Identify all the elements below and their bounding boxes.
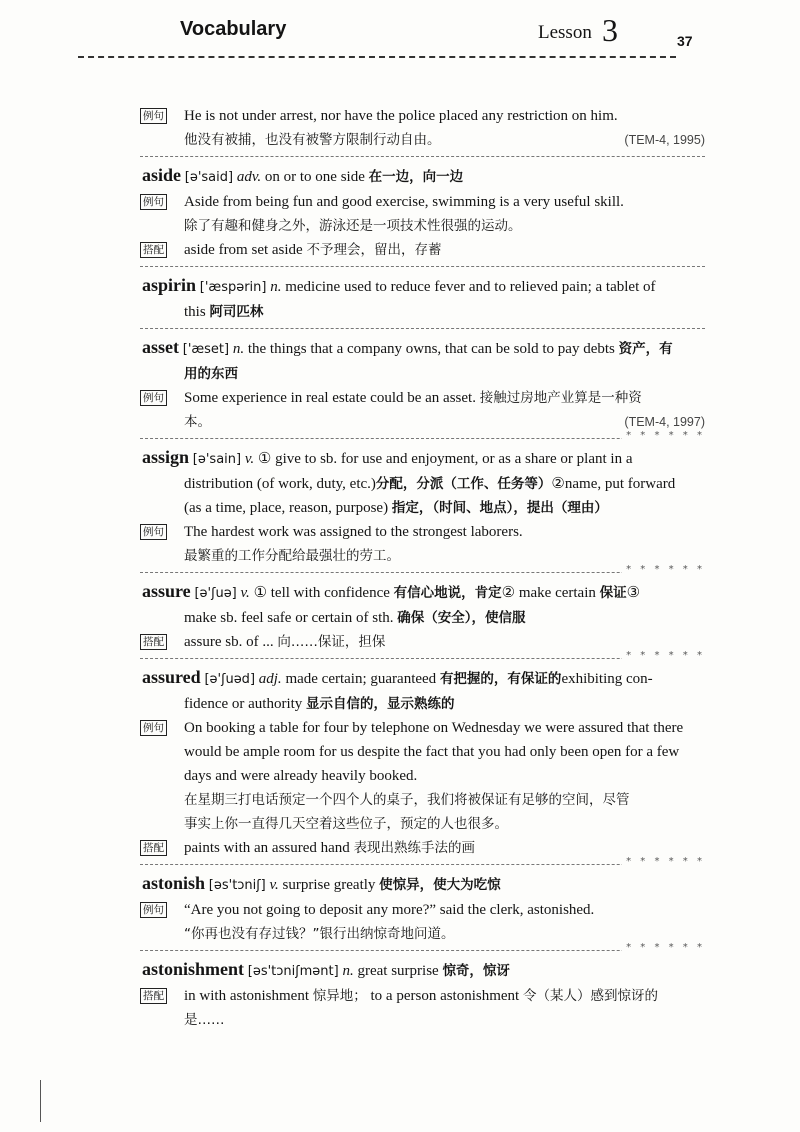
phonetic: [ə'said] [184, 170, 234, 185]
example-row [140, 520, 705, 568]
collocation-tag: 搭配 [140, 988, 167, 1004]
definition-2-cn: 保证 [599, 585, 627, 601]
definition-en: medicine used to reduce fever and to relieved pain; a tablet of [285, 279, 656, 295]
entry-assured [140, 665, 705, 860]
headword: assure [142, 581, 191, 601]
definition-1: ① give to sb. for use and enjoyment, or as a share or plant in a [257, 451, 633, 467]
header-dashed-rule [78, 56, 676, 58]
phonetic: ['æset] [182, 342, 230, 357]
collocation-tag: 搭配 [140, 634, 167, 650]
page-number: 37 [677, 33, 693, 49]
definition-en: surprise greatly [282, 877, 376, 893]
entry-divider [140, 430, 705, 441]
entry-divider [140, 650, 705, 661]
page-header [0, 0, 800, 80]
collocation-cn: 不予理会，留出，存蓄 [306, 242, 442, 258]
definition-3-cn: 指定，（时间、地点），提出（理由） [391, 500, 608, 516]
definition-2-en: fidence or authority [184, 696, 303, 712]
collocation-row [140, 238, 705, 262]
vocabulary-list [140, 104, 705, 1032]
lesson-label: Lesson [538, 22, 592, 43]
collocation-1-en: in with astonishment [184, 988, 309, 1004]
phonetic: ['æspərin] [199, 280, 267, 295]
example-tag: 例句 [140, 194, 167, 210]
collocation-2-en: to a person astonishment [370, 988, 520, 1004]
entry-divider [140, 942, 705, 953]
definition-2-cn: 显示自信的，显示熟练的 [306, 696, 455, 712]
phonetic: [əs'tɔniʃmənt] [247, 964, 339, 979]
headword: asset [142, 337, 179, 357]
phonetic: [ə'sain] [192, 452, 242, 467]
definition-1-en-b: exhibiting con- [561, 671, 653, 687]
part-of-speech: n. [342, 963, 354, 979]
collocation-1-cn: 惊异地； [312, 988, 367, 1004]
example-row [140, 898, 705, 946]
collocation-en: aside from set aside [184, 242, 303, 258]
headword: aside [142, 165, 182, 185]
example-cn: 接触过房地产业算是一种资 [479, 390, 642, 406]
example-en-line-3: days and were already heavily booked. [184, 768, 418, 784]
example-row [140, 190, 705, 238]
entry-asset [140, 335, 705, 434]
part-of-speech: n. [270, 279, 282, 295]
definition-4-cn: 确保（安全），使信服 [397, 610, 526, 626]
part-of-speech: n. [232, 341, 245, 357]
headword: assured [142, 667, 201, 687]
source-citation: (TEM-4, 1995) [624, 133, 705, 147]
collocation-en: assure sb. of ... [184, 634, 274, 650]
entry-assign [140, 445, 705, 568]
page-margin-mark [40, 1080, 41, 1122]
part-of-speech: adv. [236, 169, 262, 185]
definition-en: great surprise [357, 963, 439, 979]
collocation-row [140, 836, 705, 860]
example-cn: 除了有趣和健身之外，游泳还是一项技术性很强的运动。 [184, 218, 522, 234]
definition-4-en: make sb. feel safe or certain of sth. [184, 610, 394, 626]
definition-cn: 资产，有 [618, 341, 673, 357]
headword: assign [142, 447, 190, 467]
definition-en: the things that a company owns, that can be sold to pay debts [247, 341, 615, 357]
collocation-tag: 搭配 [140, 840, 167, 856]
entry-assure [140, 579, 705, 654]
entry-divider [140, 266, 705, 267]
collocation-cn: 向……保证，担保 [277, 634, 386, 650]
phonetic: [ə'ʃuəd] [204, 672, 256, 687]
divider-ornament: * * * * * * [622, 856, 705, 867]
part-of-speech: v. [240, 585, 250, 601]
entry-divider [140, 856, 705, 867]
entry-aspirin [140, 273, 705, 324]
example-cn: 他没有被捕，也没有被警方限制行动自由。 [184, 132, 441, 148]
example-tag: 例句 [140, 390, 167, 406]
collocation-2-cn: 令（某人）感到惊讶的 [522, 988, 658, 1004]
example-cn: “你再也没有存过钱？”银行出纳惊奇地问道。 [184, 926, 455, 942]
definition-1-en: made certain; guaranteed [285, 671, 437, 687]
phonetic: [əs'tɔniʃ] [208, 878, 266, 893]
example-row [140, 716, 705, 836]
example-cn: 最繁重的工作分配给最强壮的劳工。 [184, 548, 400, 564]
source-citation: (TEM-4, 1997) [624, 415, 705, 429]
example-en: Some experience in real estate could be an asset. [184, 390, 476, 406]
example-en: He is not under arrest, nor have the police placed any restriction on him. [184, 108, 618, 124]
definition-3-en: (as a time, place, reason, purpose) [184, 500, 389, 516]
definition-en-cont: this [184, 304, 206, 320]
definition-2-en: ② make certain [501, 585, 596, 601]
collocation-cn: 表现出熟练手法的画 [353, 840, 476, 856]
definition-2-en: distribution (of work, duty, etc.) [184, 476, 376, 492]
divider-ornament: * * * * * * [622, 942, 705, 953]
divider-ornament: * * * * * * [622, 650, 705, 661]
headword: aspirin [142, 275, 197, 295]
example-cn-cont: 本。 [184, 414, 211, 430]
collocation-row [140, 984, 705, 1032]
definition-2-en-b: ②name, put forward [551, 476, 676, 492]
entry-astonish [140, 871, 705, 946]
definition-2-cn: 分配，分派（工作、任务等） [375, 476, 552, 492]
example-tag: 例句 [140, 720, 167, 736]
entry-divider [140, 564, 705, 575]
example-en: “Are you not going to deposit any more?” said the clerk, astonished. [184, 902, 595, 918]
example-row [140, 386, 705, 434]
example-tag: 例句 [140, 902, 167, 918]
entry-aside [140, 163, 705, 262]
example-en-line-1: On booking a table for four by telephone on Wednesday we were assured that there [184, 720, 684, 736]
running-title: Vocabulary [180, 18, 287, 40]
collocation-row [140, 630, 705, 654]
definition-1-en: ① tell with confidence [253, 585, 390, 601]
divider-ornament: * * * * * * [622, 430, 705, 441]
divider-ornament: * * * * * * [622, 564, 705, 575]
example-cn-line-2: 事实上你一直得几天空着这些位子，预定的人也很多。 [184, 816, 508, 832]
part-of-speech: adj. [258, 671, 282, 687]
definition-cn-cont: 用的东西 [184, 366, 238, 382]
definition-cn: 使惊异，使大为吃惊 [379, 877, 501, 893]
example-tag: 例句 [140, 524, 167, 540]
entry-divider [140, 328, 705, 329]
definition-en: on or to one side [264, 169, 365, 185]
definition-1-cn: 有信心地说，肯定 [393, 585, 502, 601]
collocation-2-cn-cont: 是…… [184, 1012, 225, 1028]
example-tag: 例句 [140, 108, 167, 124]
collocation-en: paints with an assured hand [184, 840, 350, 856]
example-en: Aside from being fun and good exercise, swimming is a very useful skill. [184, 194, 624, 210]
headword: astonishment [142, 959, 245, 979]
example-en-line-2: would be ample room for us despite the fact that you had only been open for a few [184, 744, 680, 760]
headword: astonish [142, 873, 206, 893]
part-of-speech: v. [269, 877, 279, 893]
definition-3-mark: ③ [626, 585, 641, 601]
lesson-number: 3 [602, 12, 618, 48]
definition-cn: 在一边，向一边 [368, 169, 464, 185]
definition-cn: 惊奇，惊讶 [442, 963, 510, 979]
definition-1-cn: 有把握的，有保证的 [439, 671, 562, 687]
example-cn-line-1: 在星期三打电话预定一个四个人的桌子，我们将被保证有足够的空间，尽管 [184, 792, 630, 808]
part-of-speech: v. [244, 451, 255, 467]
definition-cn: 阿司匹林 [209, 304, 264, 320]
phonetic: [ə'ʃuə] [194, 586, 237, 601]
entry-restriction-example [140, 104, 705, 152]
example-row [140, 104, 705, 152]
example-en: The hardest work was assigned to the strongest laborers. [184, 524, 523, 540]
collocation-tag: 搭配 [140, 242, 167, 258]
entry-astonishment [140, 957, 705, 1032]
entry-divider [140, 156, 705, 157]
